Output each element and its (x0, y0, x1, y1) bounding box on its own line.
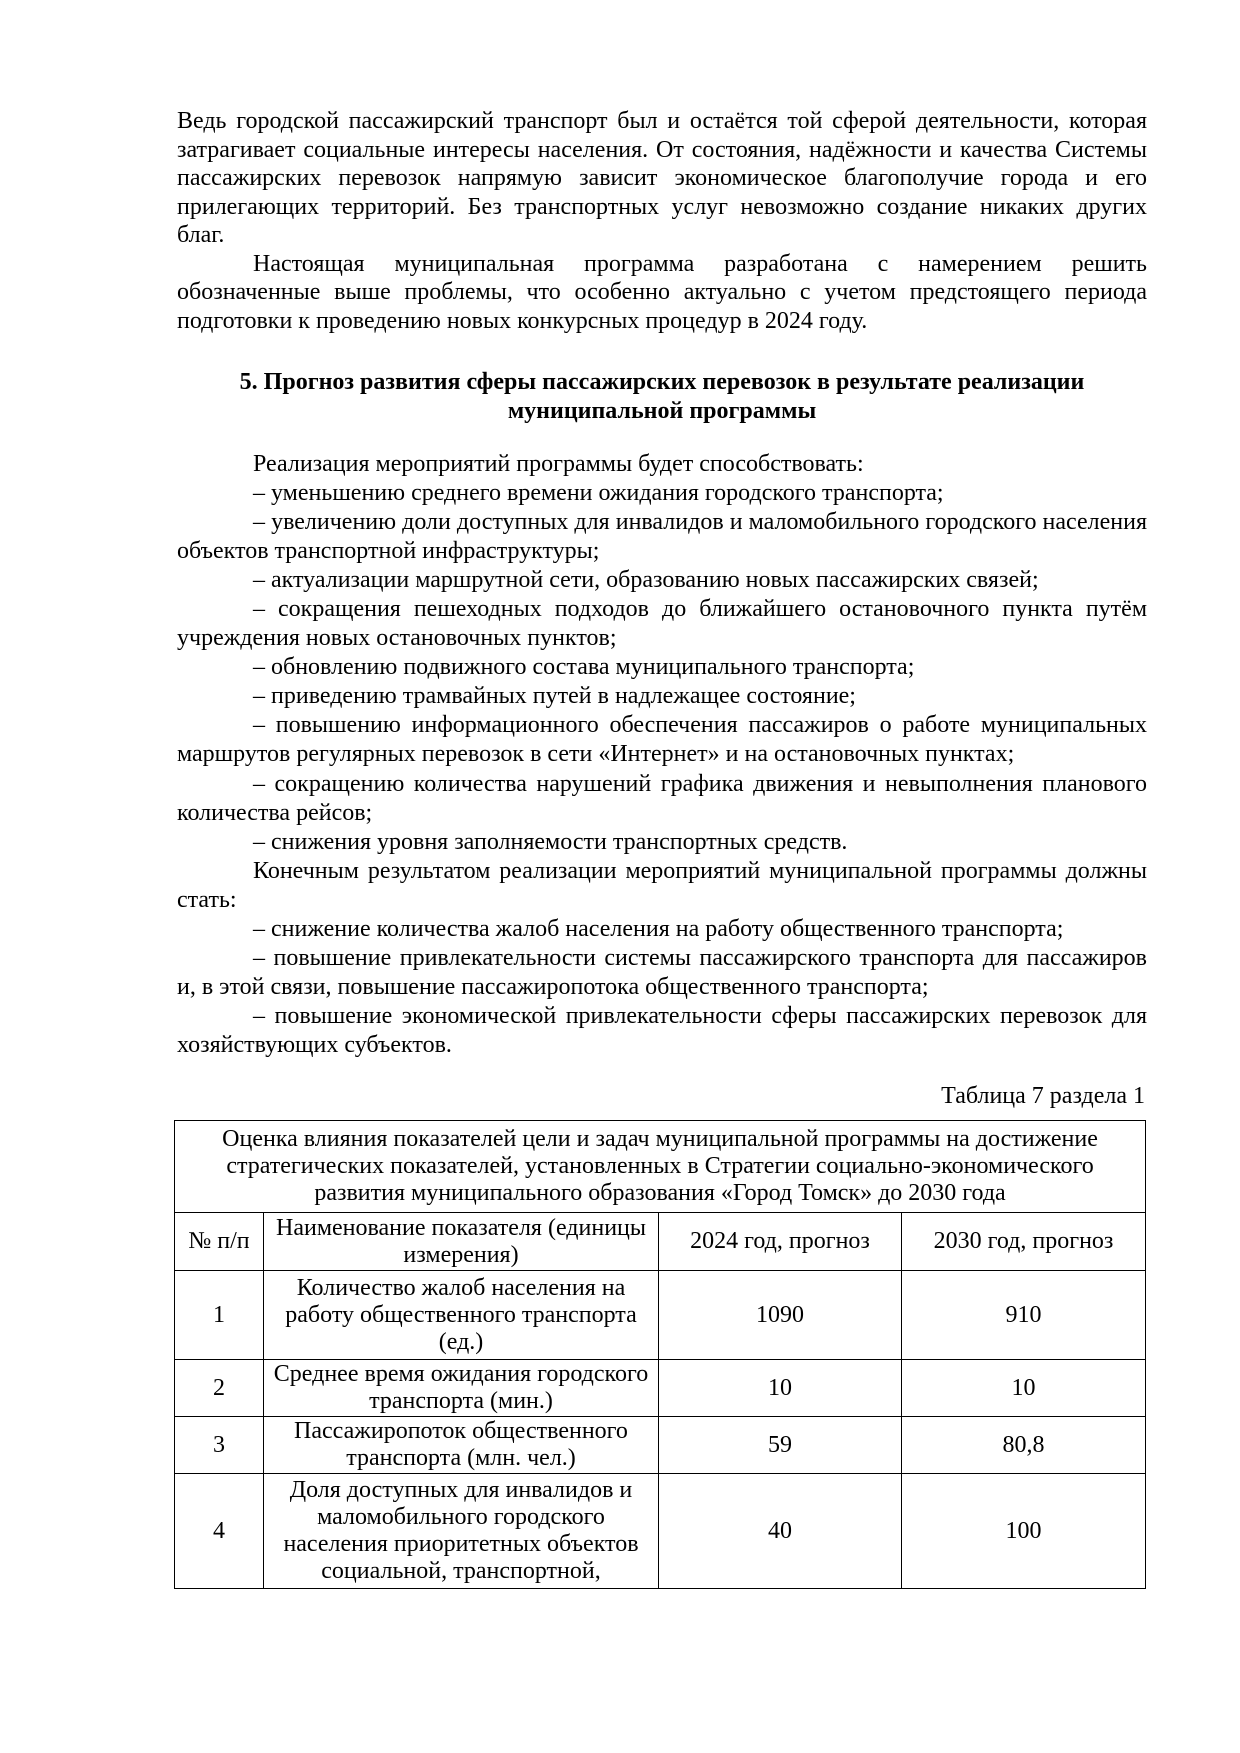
list-item: – сокращения пешеходных подходов до ближайшего остановочного пункта путём учреждения новых остановочных пунктов; (177, 596, 1147, 652)
cell-number: 3 (175, 1417, 264, 1474)
cell-2030: 80,8 (902, 1417, 1146, 1474)
cell-2030: 100 (902, 1474, 1146, 1589)
cell-number: 1 (175, 1271, 264, 1360)
table-header-row (175, 1213, 1146, 1271)
cell-2024: 59 (659, 1417, 902, 1474)
intro-text-block (177, 107, 1147, 335)
table-row (175, 1474, 1146, 1589)
cell-number: 2 (175, 1360, 264, 1417)
cell-2024: 1090 (659, 1271, 902, 1360)
cell-2030: 910 (902, 1271, 1146, 1360)
list-item: – сокращению количества нарушений графика движения и невыполнения планового количества рейсов; (177, 770, 1147, 826)
list-item: – увеличению доли доступных для инвалидов и маломобильного городского населения объектов транспортной инфраструктуры; (177, 509, 1147, 565)
cell-indicator: Пассажиропоток общественного транспорта (млн. чел.) (264, 1417, 659, 1474)
header-indicator: Наименование показателя (единицы измерения) (264, 1213, 659, 1271)
measures-intro: Реализация мероприятий программы будет способствовать: (253, 451, 864, 477)
measures-block (177, 450, 1147, 1060)
cell-2024: 40 (659, 1474, 902, 1589)
table-title: Оценка влияния показателей цели и задач муниципальной программы на достижение стратегических показателей, установленных в Стратегии социально-экономического развития муниципального образования «Город Томск» до 2030 года (175, 1121, 1146, 1213)
list-item: – повышение привлекательности системы пассажирского транспорта для пассажиров и, в этой связи, повышение пассажиропотока общественного транспорта; (177, 944, 1147, 1000)
list-item: – обновлению подвижного состава муниципального транспорта; (253, 654, 915, 681)
table-row (175, 1271, 1146, 1360)
list-item: – актуализации маршрутной сети, образованию новых пассажирских связей; (253, 567, 1039, 594)
table-row (175, 1360, 1146, 1417)
cell-indicator: Количество жалоб населения на работу общественного транспорта (ед.) (264, 1271, 659, 1360)
cell-indicator: Доля доступных для инвалидов и маломобильного городского населения приоритетных объектов социальной, транспортной, (264, 1474, 659, 1589)
table-title-row (175, 1121, 1146, 1213)
header-number: № п/п (175, 1213, 264, 1271)
list-item: – повышение экономической привлекательности сферы пассажирских перевозок для хозяйствующих субъектов. (177, 1002, 1147, 1058)
list-item: – снижение количества жалоб населения на работу общественного транспорта; (253, 915, 1064, 942)
header-2030: 2030 год, прогноз (902, 1213, 1146, 1271)
cell-number: 4 (175, 1474, 264, 1589)
cell-2030: 10 (902, 1360, 1146, 1417)
section-heading: 5. Прогноз развития сферы пассажирских перевозок в результате реализации муниципальной программы (239, 369, 1085, 424)
paragraph: Ведь городской пассажирский транспорт был и остаётся той сферой деятельности, которая затрагивает социальные интересы населения. От состояния, надёжности и качества Системы пассажирских перевозок напрямую зависит экономическое благополучие города и его прилегающих территорий. Без транспортных услуг невозможно создание никаких других благ. (177, 108, 1147, 248)
cell-indicator: Среднее время ожидания городского транспорта (мин.) (264, 1360, 659, 1417)
results-intro: Конечным результатом реализации мероприятий муниципальной программы должны стать: (177, 857, 1147, 913)
paragraph: Настоящая муниципальная программа разработана с намерением решить обозначенные выше проблемы, что особенно актуально с учетом предстоящего периода подготовки к проведению новых конкурсных процедур в 2024 году. (177, 250, 1147, 334)
header-2024: 2024 год, прогноз (659, 1213, 902, 1271)
cell-2024: 10 (659, 1360, 902, 1417)
list-item: – приведению трамвайных путей в надлежащее состояние; (253, 683, 856, 710)
list-item: – повышению информационного обеспечения пассажиров о работе муниципальных маршрутов регулярных перевозок в сети «Интернет» и на остановочных пунктах; (177, 712, 1147, 768)
list-item: – снижения уровня заполняемости транспортных средств. (253, 828, 848, 855)
indicators-table (174, 1120, 1146, 1589)
table-caption: Таблица 7 раздела 1 (941, 1083, 1145, 1109)
table-row (175, 1417, 1146, 1474)
list-item: – уменьшению среднего времени ожидания городского транспорта; (253, 480, 944, 507)
